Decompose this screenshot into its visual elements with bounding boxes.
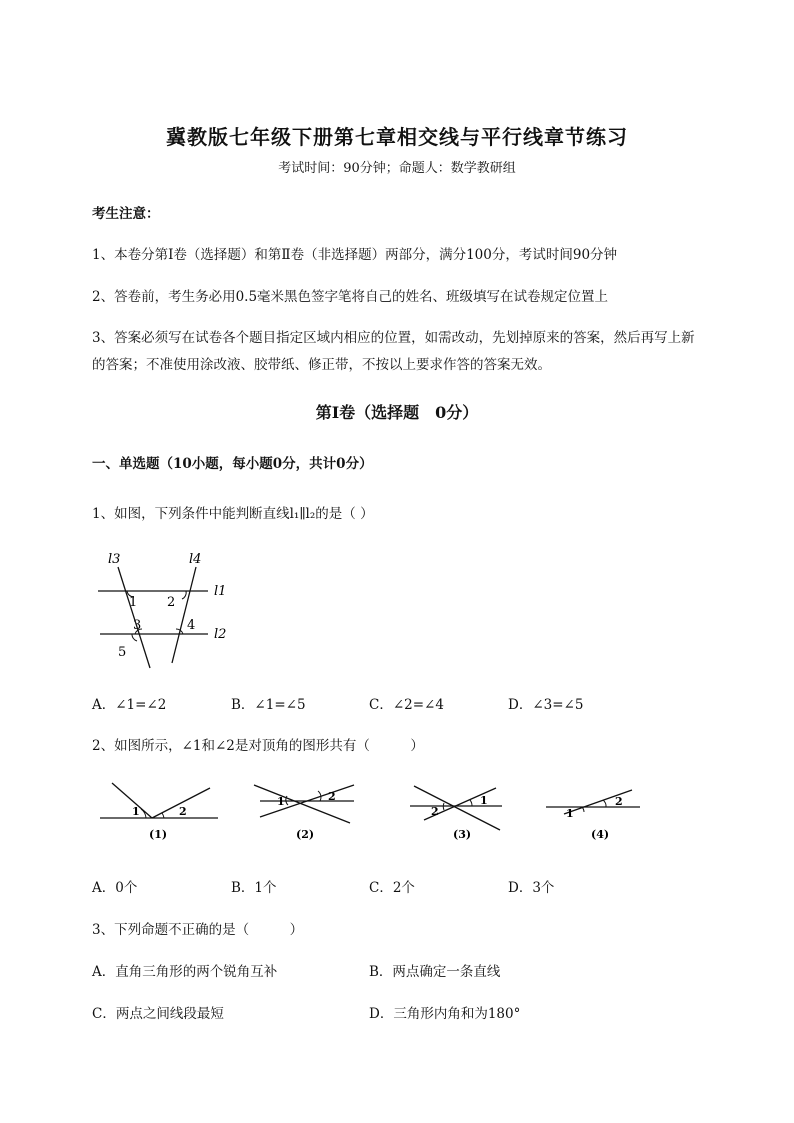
- question-3-stem: 3、下列命题不正确的是（ ）: [92, 922, 304, 938]
- fig1-caption: (1): [149, 828, 168, 841]
- label-angle-1: 1: [129, 595, 138, 610]
- label-angle-3: 3: [133, 618, 142, 633]
- notice-item-3-cont: 的答案；不准使用涂改液、胶带纸、修正带，不按以上要求作答的答案无效。: [92, 357, 551, 373]
- page-title: 冀教版七年级下册第七章相交线与平行线章节练习: [166, 125, 628, 149]
- question-2-option-c: C．2个: [369, 880, 415, 896]
- question-1-option-c: C．∠2=∠4: [369, 697, 444, 713]
- question-3-option-d: D．三角形内角和为180°: [369, 1006, 521, 1022]
- fig1-angle-2-label: 2: [179, 805, 187, 818]
- figure-2: [254, 785, 354, 841]
- notice-item-3: 3、答案必须写在试卷各个题目指定区域内相应的位置，如需改动，先划掉原来的答案，然后再写上新: [92, 330, 695, 346]
- label-l1: l1: [214, 584, 227, 599]
- question-3-option-a: A．直角三角形的两个锐角互补: [92, 964, 278, 980]
- question-1-figure: [92, 545, 252, 675]
- part-heading: 一、单选题（10小题，每小题0分，共计0分）: [92, 456, 373, 472]
- fig2-angle-2-label: 2: [328, 790, 336, 803]
- line-l4: [172, 567, 196, 663]
- angle-arc-5: [132, 634, 137, 641]
- figure-1: [100, 783, 218, 841]
- fig3-angle-1-label: 1: [480, 794, 488, 807]
- question-3-option-c: C．两点之间线段最短: [92, 1006, 224, 1022]
- label-l2: l2: [214, 627, 227, 642]
- figure-3: [410, 786, 502, 841]
- label-l4: l4: [189, 552, 202, 567]
- question-2-option-b: B．1个: [231, 880, 277, 896]
- fig4-angle-2-label: 2: [615, 795, 623, 808]
- notice-item-2: 2、答卷前，考生务必用0.5毫米黑色签字笔将自己的姓名、班级填写在试卷规定位置上: [92, 289, 609, 305]
- question-2-option-d: D．3个: [508, 880, 555, 896]
- exam-info: 考试时间：90分钟；命题人：数学教研组: [278, 161, 516, 176]
- question-1-option-b: B．∠1=∠5: [231, 697, 306, 713]
- question-1-option-d: D．∠3=∠5: [508, 697, 584, 713]
- label-angle-5: 5: [118, 645, 127, 660]
- fig2-caption: (2): [296, 828, 315, 841]
- fig4-caption: (4): [591, 828, 610, 841]
- notice-heading: 考生注意：: [92, 206, 160, 222]
- label-angle-2: 2: [167, 595, 176, 610]
- label-angle-4: 4: [187, 618, 196, 633]
- fig3-angle-2-label: 2: [431, 805, 439, 818]
- question-3-option-b: B．两点确定一条直线: [369, 964, 501, 980]
- notice-item-1: 1、本卷分第I卷（选择题）和第Ⅱ卷（非选择题）两部分，满分100分，考试时间90分钟: [92, 247, 618, 263]
- question-2-option-a: A．0个: [92, 880, 138, 896]
- question-2-stem: 2、如图所示，∠1和∠2是对顶角的图形共有（ ）: [92, 738, 424, 754]
- question-1-stem: 1、如图，下列条件中能判断直线l₁∥l₂的是（ ）: [92, 506, 374, 522]
- label-l3: l3: [108, 552, 121, 567]
- angle-arc-2: [182, 591, 186, 599]
- section-title: 第I卷（选择题 0分）: [315, 403, 479, 422]
- question-2-figures: [92, 770, 652, 850]
- question-1-option-a: A．∠1=∠2: [92, 697, 167, 713]
- fig2-angle-1-label: 1: [277, 795, 285, 808]
- figure-4: [546, 790, 640, 841]
- fig1-angle-1-label: 1: [132, 805, 140, 818]
- fig3-caption: (3): [453, 828, 472, 841]
- fig4-angle-1-label: 1: [566, 807, 574, 820]
